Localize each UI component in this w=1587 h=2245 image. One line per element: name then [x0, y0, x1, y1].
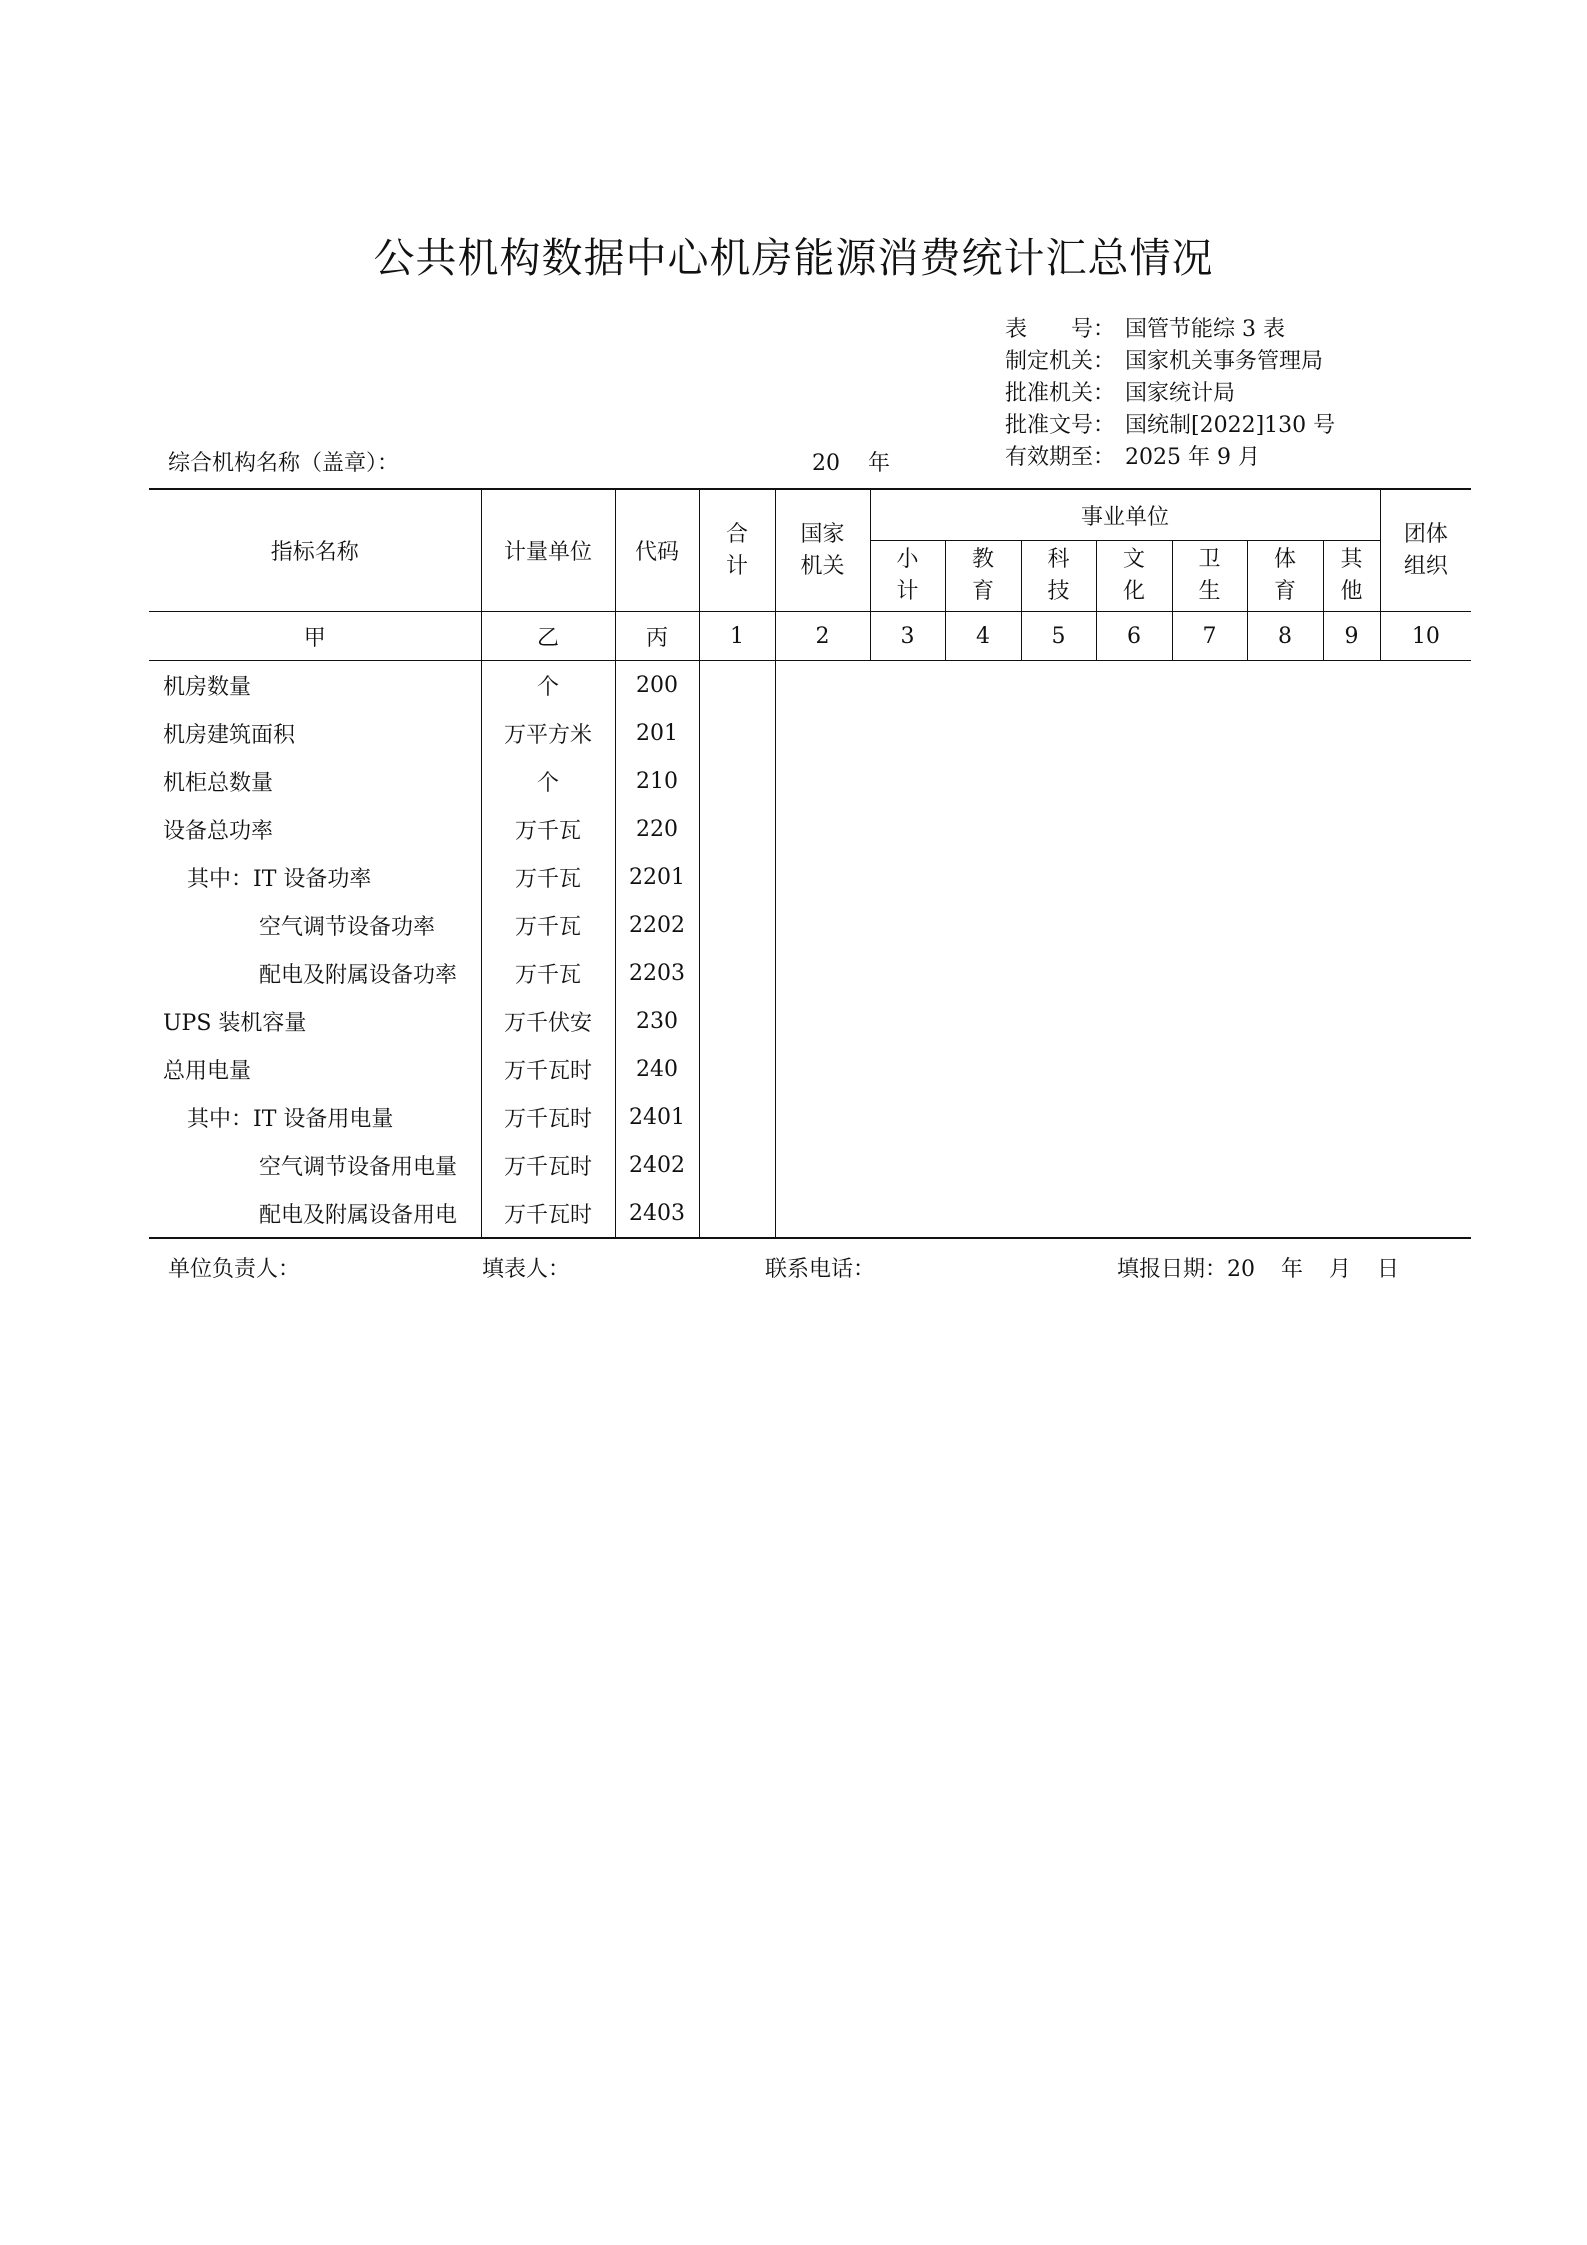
- row-unit: 万千瓦时: [481, 1045, 615, 1093]
- header-row-1: [149, 489, 1471, 541]
- index-cell: 1: [699, 612, 775, 661]
- index-cell: 4: [945, 612, 1021, 661]
- row-blank-area[interactable]: [775, 901, 1471, 949]
- row-total-cell[interactable]: [699, 949, 775, 997]
- row-code: 2402: [615, 1141, 699, 1189]
- row-blank-area[interactable]: [775, 757, 1471, 805]
- row-code: 230: [615, 997, 699, 1045]
- meta-value: 国统制[2022]130 号: [1125, 413, 1336, 438]
- row-blank-area[interactable]: [775, 661, 1471, 710]
- header-state-line: 国家: [800, 521, 845, 547]
- row-unit: 万千瓦时: [481, 1141, 615, 1189]
- row-blank-area[interactable]: [775, 1141, 1471, 1189]
- header-sub-culture: [1096, 541, 1172, 612]
- header-sub-line: 育: [1273, 579, 1296, 604]
- row-code: 200: [615, 661, 699, 710]
- header-indicator: 指标名称: [149, 489, 481, 612]
- footer-unit-head: 单位负责人：: [168, 1257, 301, 1282]
- year-suffix: 年: [868, 451, 891, 476]
- header-code: 代码: [615, 489, 699, 612]
- row-blank-area[interactable]: [775, 853, 1471, 901]
- row-code: 2202: [615, 901, 699, 949]
- header-sub-line: 教: [971, 547, 994, 572]
- meta-label: 批准文号：: [1005, 413, 1116, 438]
- header-group-line: 组织: [1403, 553, 1448, 579]
- header-public-institutions: 事业单位: [870, 489, 1380, 541]
- row-indicator: 机柜总数量: [149, 757, 481, 805]
- row-indicator: 设备总功率: [149, 805, 481, 853]
- org-name-label: 综合机构名称（盖章）：: [168, 451, 400, 476]
- header-total-line: 合: [725, 521, 748, 547]
- meta-label: 制定机关：: [1005, 349, 1116, 374]
- meta-approval-number: [1005, 410, 1335, 442]
- header-unit: 计量单位: [481, 489, 615, 612]
- footer-filler: 填表人：: [482, 1257, 571, 1282]
- meta-value: 国家统计局: [1125, 381, 1236, 406]
- row-code: 220: [615, 805, 699, 853]
- header-sub-line: 科: [1047, 547, 1070, 572]
- row-unit: 万千瓦: [481, 805, 615, 853]
- row-blank-area[interactable]: [775, 709, 1471, 757]
- form-title: 公共机构数据中心机房能源消费统计汇总情况: [373, 234, 1214, 282]
- column-index-row: [149, 612, 1471, 661]
- table-row: [149, 1141, 1471, 1189]
- row-total-cell[interactable]: [699, 853, 775, 901]
- year-prefix: 20: [812, 451, 840, 476]
- footer-phone: 联系电话：: [765, 1257, 876, 1282]
- statistics-table: [149, 488, 1471, 1239]
- row-total-cell[interactable]: [699, 1141, 775, 1189]
- header-sub-line: 文: [1122, 547, 1145, 572]
- index-cell: 9: [1323, 612, 1380, 661]
- index-cell: 丙: [615, 612, 699, 661]
- row-blank-area[interactable]: [775, 1189, 1471, 1238]
- meta-valid-until: [1005, 442, 1335, 474]
- table-row: [149, 1093, 1471, 1141]
- header-sub-line: 体: [1273, 547, 1296, 572]
- row-indicator: 总用电量: [149, 1045, 481, 1093]
- row-code: 201: [615, 709, 699, 757]
- row-indicator: 其中：IT 设备用电量: [149, 1093, 481, 1141]
- row-total-cell[interactable]: [699, 1045, 775, 1093]
- header-group-line: 团体: [1403, 521, 1448, 547]
- row-unit: 万千伏安: [481, 997, 615, 1045]
- header-sub-line: 卫: [1198, 547, 1221, 572]
- row-total-cell[interactable]: [699, 709, 775, 757]
- row-code: 2401: [615, 1093, 699, 1141]
- row-unit: 万千瓦: [481, 901, 615, 949]
- row-indicator: 空气调节设备用电量: [149, 1141, 481, 1189]
- header-sub-education: [945, 541, 1021, 612]
- header-sub-other: [1323, 541, 1380, 612]
- row-unit: 万平方米: [481, 709, 615, 757]
- footer-date-year: 年: [1281, 1257, 1304, 1282]
- header-sub-line: 生: [1198, 579, 1221, 604]
- table-row: [149, 949, 1471, 997]
- row-indicator: 机房数量: [149, 661, 481, 710]
- row-total-cell[interactable]: [699, 901, 775, 949]
- meta-value: 国家机关事务管理局: [1125, 349, 1324, 374]
- index-cell: 10: [1380, 612, 1471, 661]
- table-row: [149, 709, 1471, 757]
- index-cell: 3: [870, 612, 945, 661]
- row-total-cell[interactable]: [699, 757, 775, 805]
- row-indicator: 配电及附属设备用电: [149, 1189, 481, 1238]
- row-total-cell[interactable]: [699, 805, 775, 853]
- form-meta: [1005, 314, 1335, 474]
- row-indicator: 其中：IT 设备功率: [149, 853, 481, 901]
- row-indicator: UPS 装机容量: [149, 997, 481, 1045]
- index-cell: 6: [1096, 612, 1172, 661]
- index-cell: 7: [1172, 612, 1247, 661]
- table-row: [149, 805, 1471, 853]
- row-unit: 个: [481, 757, 615, 805]
- meta-label: 表 号：: [1005, 317, 1116, 342]
- footer-fill-date: [1117, 1252, 1399, 1283]
- row-unit: 万千瓦: [481, 853, 615, 901]
- row-unit: 万千瓦时: [481, 1093, 615, 1141]
- header-sub-subtotal: [870, 541, 945, 612]
- row-blank-area[interactable]: [775, 949, 1471, 997]
- index-cell: 8: [1247, 612, 1323, 661]
- header-sub-sports: [1247, 541, 1323, 612]
- header-social-groups: [1380, 489, 1471, 612]
- table-row: [149, 1189, 1471, 1238]
- row-blank-area[interactable]: [775, 1093, 1471, 1141]
- meta-value: 2025 年 9 月: [1125, 445, 1260, 470]
- table-row: [149, 661, 1471, 710]
- header-sub-health: [1172, 541, 1247, 612]
- row-code: 2203: [615, 949, 699, 997]
- header-state-line: 机关: [800, 553, 845, 579]
- index-cell: 乙: [481, 612, 615, 661]
- header-sub-line: 化: [1122, 579, 1145, 604]
- meta-label: 有效期至：: [1005, 445, 1116, 470]
- row-code: 240: [615, 1045, 699, 1093]
- header-sub-line: 育: [971, 579, 994, 604]
- row-code: 2403: [615, 1189, 699, 1238]
- meta-value: 国管节能综 3 表: [1125, 317, 1285, 342]
- header-sub-line: 计: [896, 579, 919, 604]
- index-cell: 2: [775, 612, 870, 661]
- table-row: [149, 997, 1471, 1045]
- header-state-organs: [775, 489, 870, 612]
- header-sub-line: 小: [896, 547, 919, 572]
- footer-date-label: 填报日期：20: [1117, 1257, 1255, 1282]
- meta-approving-authority: [1005, 378, 1335, 410]
- row-total-cell[interactable]: [699, 661, 775, 710]
- report-year: [812, 446, 890, 477]
- header-total: [699, 489, 775, 612]
- row-unit: 万千瓦时: [481, 1189, 615, 1238]
- row-indicator: 空气调节设备功率: [149, 901, 481, 949]
- row-unit: 万千瓦: [481, 949, 615, 997]
- index-cell: 甲: [149, 612, 481, 661]
- row-indicator: 配电及附属设备功率: [149, 949, 481, 997]
- row-code: 210: [615, 757, 699, 805]
- header-total-line: 计: [725, 553, 748, 579]
- meta-label: 批准机关：: [1005, 381, 1116, 406]
- table-row: [149, 1045, 1471, 1093]
- header-sub-science: [1021, 541, 1096, 612]
- row-total-cell[interactable]: [699, 997, 775, 1045]
- row-total-cell[interactable]: [699, 1189, 775, 1238]
- footer-date-month: 月: [1329, 1257, 1352, 1282]
- footer-date-day: 日: [1377, 1257, 1400, 1282]
- row-code: 2201: [615, 853, 699, 901]
- meta-form-number: [1005, 314, 1335, 346]
- row-indicator: 机房建筑面积: [149, 709, 481, 757]
- header-sub-line: 他: [1340, 579, 1363, 604]
- row-unit: 个: [481, 661, 615, 710]
- index-cell: 5: [1021, 612, 1096, 661]
- row-blank-area[interactable]: [775, 805, 1471, 853]
- table-row: [149, 901, 1471, 949]
- header-sub-line: 技: [1047, 579, 1070, 604]
- meta-issuing-authority: [1005, 346, 1335, 378]
- row-blank-area[interactable]: [775, 1045, 1471, 1093]
- header-sub-line: 其: [1340, 547, 1363, 572]
- table-row: [149, 757, 1471, 805]
- table-row: [149, 853, 1471, 901]
- row-total-cell[interactable]: [699, 1093, 775, 1141]
- row-blank-area[interactable]: [775, 997, 1471, 1045]
